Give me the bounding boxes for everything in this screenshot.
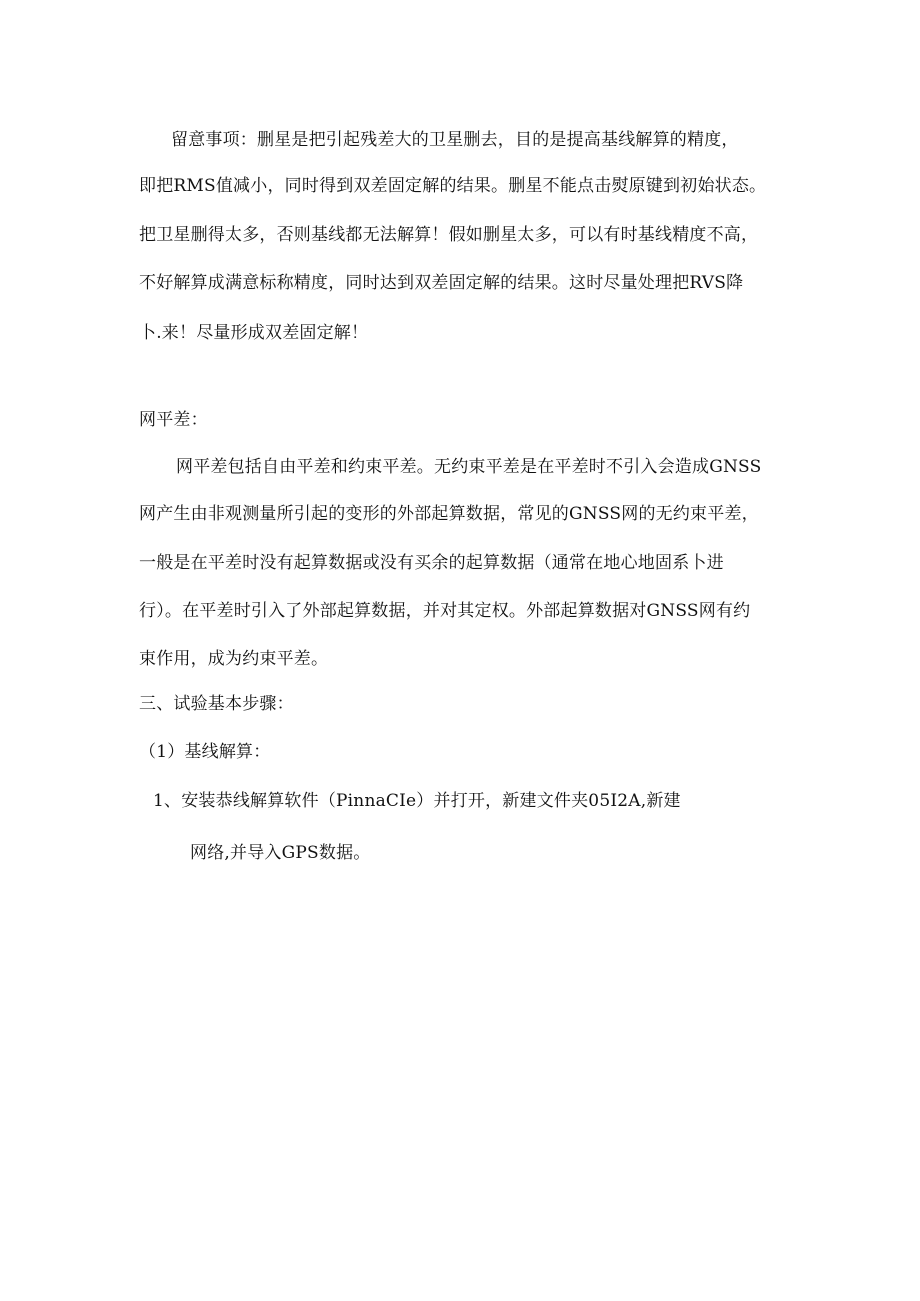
step-line: 1、安装恭线解算软件（PinnaCIe）并打开，新建文件夹05I2A,新建: [153, 791, 681, 811]
paragraph-line: 束作用，成为约束平差。: [139, 649, 329, 669]
paragraph-line: 把卫星删得太多，否则基线都无法解算！假如删星太多，可以有时基线精度不高，: [139, 225, 759, 245]
paragraph-line: 留意事项：删星是把引起残差大的卫星删去，目的是提高基线解算的精度，: [171, 130, 739, 150]
subheading-baseline: （1）基线解算：: [139, 742, 271, 762]
step-line: 网络,并导入GPS数据。: [190, 843, 371, 863]
paragraph-line: 卜.来！尽量形成双差固定解！: [139, 323, 369, 343]
section-heading-steps: 三、试验基本步骤：: [139, 694, 294, 714]
paragraph-line: 即把RMS值减小，同时得到双差固定解的结果。删星不能点击熨原键到初始状态。: [139, 176, 767, 196]
paragraph-line: 网平差包括自由平差和约束平差。无约束平差是在平差时不引入会造成GNSS: [176, 457, 762, 477]
paragraph-line: 一般是在平差时没有起算数据或没有买余的起算数据（通常在地心地固系卜进: [139, 553, 724, 573]
section-heading-network: 网平差：: [139, 410, 208, 430]
paragraph-line: 不好解算成满意标称精度，同时达到双差固定解的结果。这时尽量处理把RVS降: [139, 273, 744, 293]
paragraph-line: 行）。在平差时引入了外部起算数据，并对其定权。外部起算数据对GNSS网有约: [139, 601, 751, 621]
paragraph-line: 网产生由非观测量所引起的变形的外部起算数据，常见的GNSS网的无约束平差，: [139, 504, 759, 524]
